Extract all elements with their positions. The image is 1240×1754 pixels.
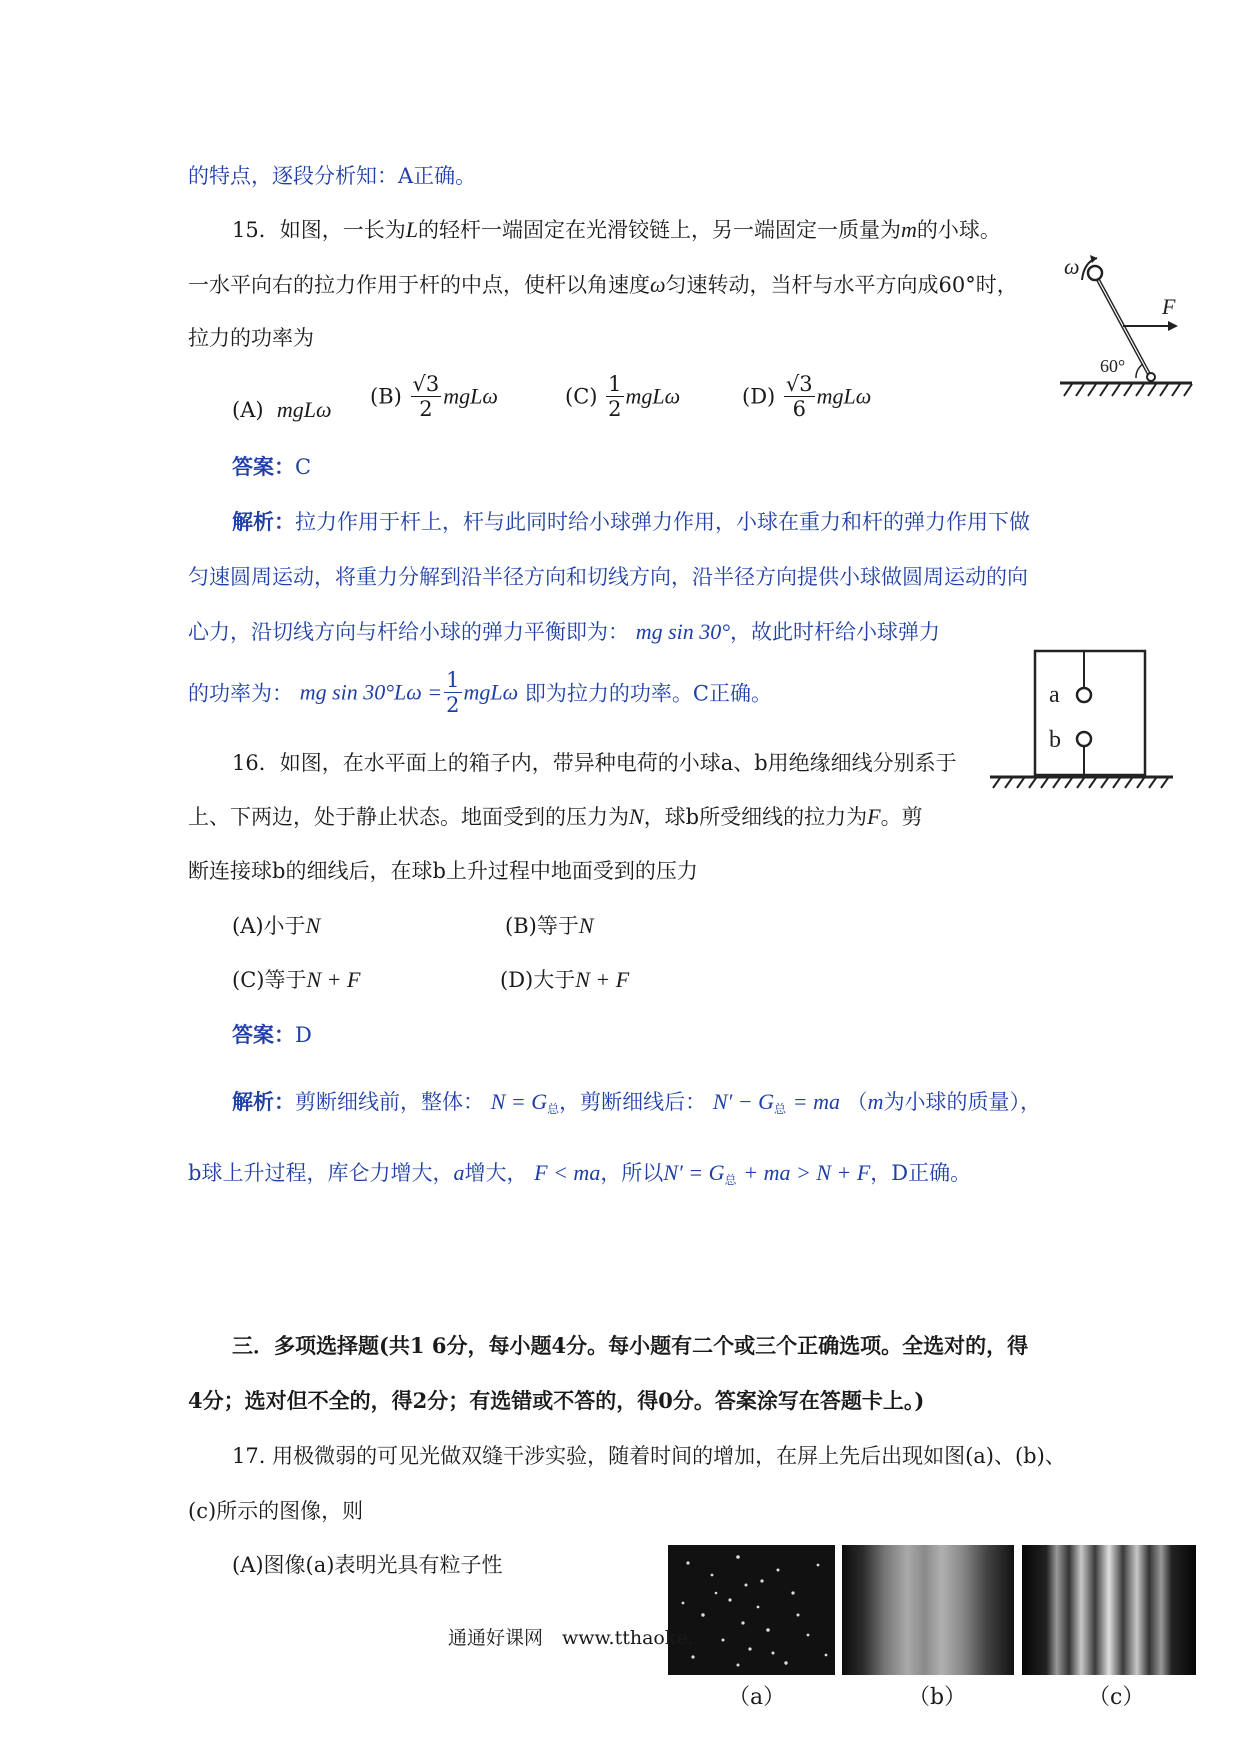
q15-answer: 答案：C: [232, 454, 312, 479]
force-label: F: [1162, 294, 1176, 319]
q17-option-a[interactable]: (A)图像(a)表明光具有粒子性: [232, 1553, 503, 1577]
q17-stem-line1: 17. 用极微弱的可见光做双缝干涉实验，随着时间的增加，在屏上先后出现如图(a)、(b)、: [232, 1444, 1066, 1468]
q16-option-b[interactable]: (B)等于N: [505, 913, 594, 938]
box: [1035, 651, 1145, 775]
section3-heading-line1: 三．多项选择题(共1 6分，每小题4分。每小题有二个或三个正确选项。全选对的，得: [232, 1333, 1029, 1358]
angle-label: 60°: [1100, 356, 1126, 376]
omega-label: ω: [1064, 254, 1080, 279]
ball: [1088, 266, 1102, 280]
ball-b: [1077, 732, 1091, 746]
q16-option-c[interactable]: (C)等于N + F: [232, 967, 361, 992]
q16-stem-line2: 上、下两边，处于静止状态。地面受到的压力为N，球b所受细线的拉力为F。剪: [188, 804, 923, 829]
q15-option-b[interactable]: (B) $\frac{√3}{2}$ mgLω: [370, 372, 498, 421]
ball-b-label: b: [1049, 727, 1061, 753]
ball-a-label: a: [1049, 682, 1060, 708]
q16-stem-line3: 断连接球b的细线后，在球b上升过程中地面受到的压力: [188, 859, 698, 883]
interference-image-c: [1022, 1545, 1196, 1675]
ball-a: [1077, 688, 1091, 702]
sparse-dots: [668, 1545, 835, 1675]
q16-option-d[interactable]: (D)大于N + F: [500, 967, 630, 992]
q15-stem-line1: 15．如图，一长为L的轻杆一端固定在光滑铰链上，另一端固定一质量为m的小球。: [232, 217, 1001, 242]
q16-stem-line1: 16．如图，在水平面上的箱子内，带异种电荷的小球a、b用绝缘细线分别系于: [232, 751, 957, 775]
q16-analysis-line1: 解析：剪断细线前，整体： $N = G_总$，剪断细线后： $N' - G_总$ = ma （m为小球的质量），: [232, 1089, 1042, 1116]
interference-image-a: [668, 1545, 835, 1675]
q15-stem-line3: 拉力的功率为: [188, 326, 314, 350]
label-c: （c）: [1088, 1685, 1145, 1710]
section3-heading-line2: 4分；选对但不全的，得2分；有选错或不答的，得0分。答案涂写在答题卡上。): [188, 1388, 925, 1413]
interference-image-b: [842, 1545, 1014, 1675]
q16-box-figure: [985, 645, 1175, 795]
q16-answer: 答案：D: [232, 1022, 312, 1047]
q16-analysis-line2: b球上升过程，库仑力增大，a增大， F < ma，所以$N' = G_总$ + ma > N + F，D正确。: [188, 1160, 972, 1187]
q17-stem-line2: (c)所示的图像，则: [188, 1499, 364, 1523]
q15-option-c[interactable]: (C) $\frac{1}{2}$ mgLω: [565, 372, 681, 421]
label-a: （a）: [728, 1685, 786, 1710]
q16-option-a[interactable]: (A)小于N: [232, 913, 321, 938]
q15-analysis-line2: 匀速圆周运动，将重力分解到沿半径方向和切线方向，沿半径方向提供小球做圆周运动的向: [188, 565, 1028, 589]
q15-rod-figure: [1050, 250, 1200, 405]
hinge: [1147, 373, 1155, 381]
q15-analysis-line3: 心力，沿切线方向与杆给小球的弹力平衡即为： mg sin 30°，故此时杆给小球弹力: [188, 619, 941, 644]
label-b: （b）: [908, 1685, 967, 1710]
q15-stem-line2: 一水平向右的拉力作用于杆的中点，使杆以角速度ω匀速转动，当杆与水平方向成60°时，: [188, 272, 1018, 297]
q15-option-a[interactable]: (A) mgLω: [232, 397, 332, 422]
q15-option-d[interactable]: (D) $\frac{√3}{6}$ mgLω: [742, 372, 872, 421]
q15-analysis-line1: 解析：拉力作用于杆上，杆与此同时给小球弹力作用，小球在重力和杆的弹力作用下做: [232, 509, 1030, 534]
q15-analysis-line4: 的功率为： mg sin 30°Lω = $\frac{1}{2}$ mgLω 即为拉力的功率。C正确。: [188, 668, 772, 717]
q14-analysis-tail: 的特点，逐段分析知：A正确。: [188, 164, 477, 188]
footer-watermark: 通通好课网 www.tthaoke.: [448, 1627, 694, 1649]
